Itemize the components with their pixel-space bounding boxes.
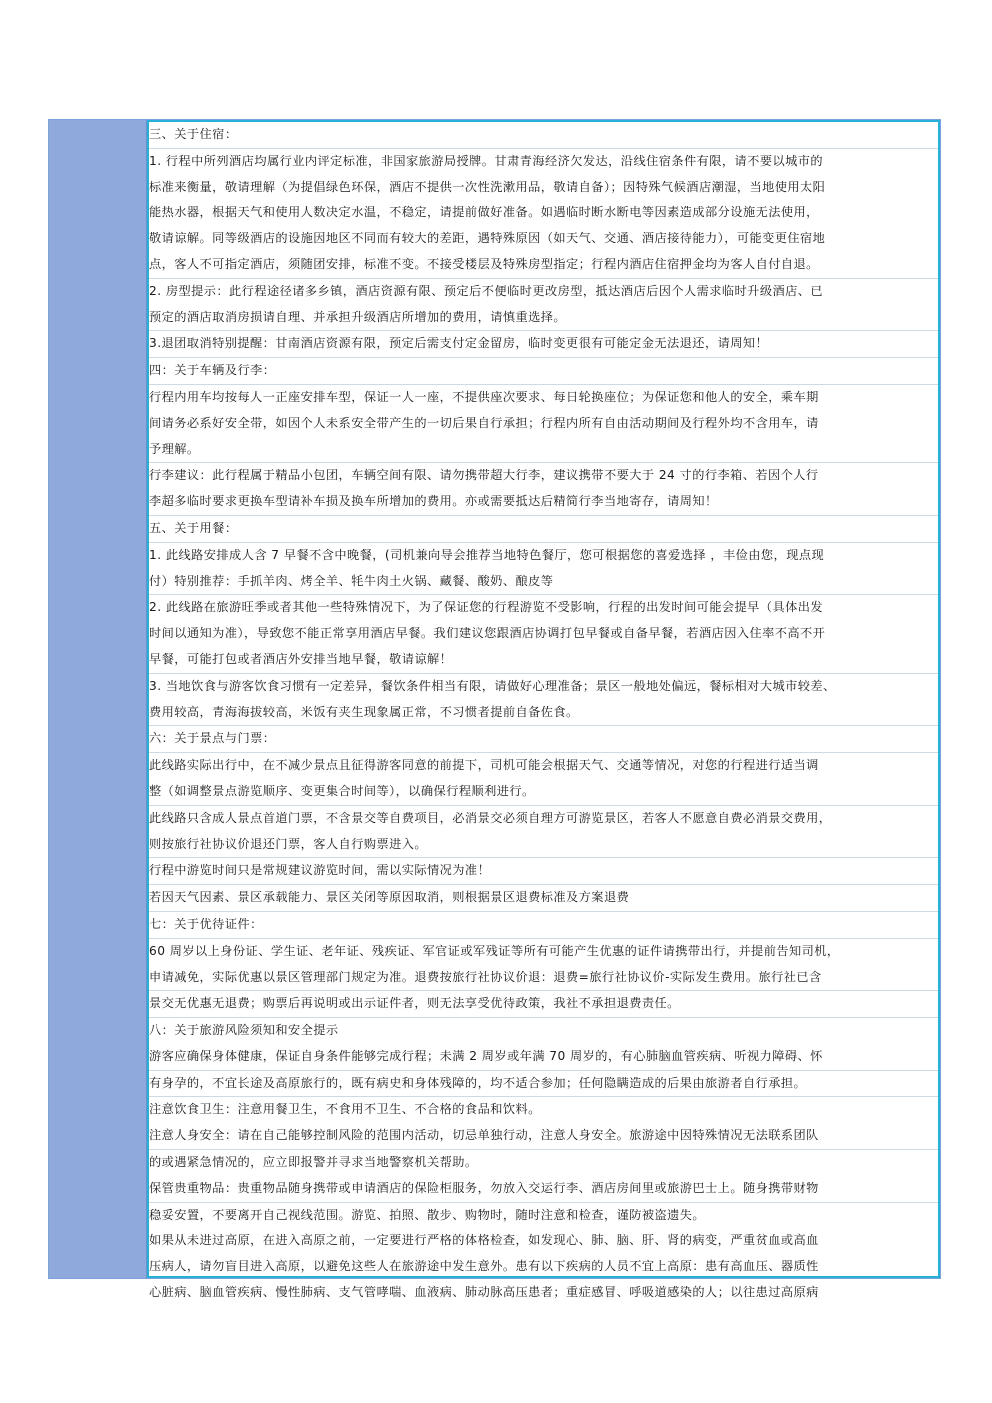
text-line: 2. 此线路在旅游旺季或者其他一些特殊情况下，为了保证您的行程游览不受影响，行程的出发时间可能会提早（具体出发 <box>149 594 938 621</box>
text-line: 1. 行程中所列酒店均属行业内评定标准，非国家旅游局授牌。甘肃青海经济欠发达，沿线住宿条件有限，请不要以城市的 <box>149 148 938 175</box>
text-line: 早餐，可能打包或者酒店外安排当地早餐，敬请谅解！ <box>149 651 453 666</box>
text-line: 能热水器，根据天气和使用人数决定水温，不稳定，请提前做好准备。如遇临时断水断电等因素造成部分设施无法使用， <box>149 205 819 220</box>
text-line: 3. 当地饮食与游客饮食习惯有一定差异，餐饮条件相当有限，请做好心理准备；景区一般地处偏远，餐标相对大城市较差、 <box>149 673 938 700</box>
text-line: 此线路实际出行中，在不减少景点且征得游客同意的前提下，司机可能会根据天气、交通等情况，对您的行程进行适当调 <box>149 752 938 779</box>
text-line: 稳妥安置，不要离开自己视线范围。游览、拍照、散步、购物时，随时注意和检查，谨防被盗遗失。 <box>149 1202 938 1229</box>
text-line: 予理解。 <box>149 441 200 456</box>
content-cell <box>147 120 940 1300</box>
text-line: 1. 此线路安排成人含 7 早餐不含中晚餐，(司机兼向导会推荐当地特色餐厅，您可根据您的喜爱选择 ，丰俭由您，现点现 <box>149 542 938 569</box>
text-line: 2. 房型提示：此行程途径诸多乡镇，酒店资源有限、预定后不便临时更改房型，抵达酒店后因个人需求临时升级酒店、已 <box>149 278 938 305</box>
text-line: 游客应确保身体健康，保证自身条件能够完成行程；未满 2 周岁或年满 70 周岁的，有心肺脑血管疾病、听视力障碍、怀 <box>149 1048 823 1063</box>
text-line: 注意人身安全：请在自己能够控制风险的范围内活动，切忌单独行动，注意人身安全。旅游途中因特殊情况无法联系团队 <box>149 1128 819 1143</box>
text-line: 景交无优惠无退费；购票后再说明或出示证件者，则无法享受优待政策，我社不承担退费责任。 <box>149 990 938 1017</box>
text-line: 三、关于住宿： <box>149 127 238 141</box>
text-line: 费用较高，青海海拔较高，米饭有夹生现象属正常，不习惯者提前自备佐食。 <box>149 704 579 719</box>
text-line: 行程内用车均按每人一正座安排车型，保证一人一座，不提供座次要求、每日轮换座位；为保证您和他人的安全，乘车期 <box>149 384 938 411</box>
text-line: 间请务必系好安全带，如因个人未系安全带产生的一切后果自行承担；行程内所有自由活动期间及行程外均不含用车，请 <box>149 415 819 430</box>
text-line: 五、关于用餐： <box>149 515 938 542</box>
text-line: 预定的酒店取消房损请自理、并承担升级酒店所增加的费用，请慎重选择。 <box>149 309 567 324</box>
text-line: 行李建议：此行程属于精品小包团，车辆空间有限、请勿携带超大行李，建议携带不要大于 24 寸的行李箱、若因个人行 <box>149 462 938 489</box>
text-line: 标准来衡量，敬请理解（为提倡绿色环保，酒店不提供一次性洗漱用品，敬请自备）；因特殊气候酒店潮湿，当地使用太阳 <box>149 179 826 194</box>
label-column <box>49 120 147 1278</box>
text-line: 心脏病、脑血管疾病、慢性肺病、支气管哮喘、血液病、肺动脉高压患者；重症感冒、呼吸道感染的人；以往患过高原病 <box>149 1285 819 1300</box>
text-line: 注意饮食卫生：注意用餐卫生，不食用不卫生、不合格的食品和饮料。 <box>149 1096 938 1123</box>
text-line: 八：关于旅游风险须知和安全提示 <box>149 1017 938 1044</box>
text-line: 申请减免，实际优惠以景区管理部门规定为准。退费按旅行社协议价退：退费=旅行社协议价-实际发生费用。旅行社已含 <box>149 969 822 984</box>
text-line: 七：关于优待证件： <box>149 911 938 938</box>
text-line: 时间以通知为准），导致您不能正常享用酒店早餐。我们建议您跟酒店协调打包早餐或自备早餐，若酒店因入住率不高不开 <box>149 626 826 641</box>
text-line: 敬请谅解。同等级酒店的设施因地区不同而有较大的差距，遇特殊原因（如天气、交通、酒店接待能力），可能变更住宿地 <box>149 231 826 246</box>
text-line: 的或遇紧急情况的，应立即报警并寻求当地警察机关帮助。 <box>149 1149 938 1176</box>
text-line: 整（如调整景点游览顺序、变更集合时间等），以确保行程顺利进行。 <box>149 783 535 798</box>
text-line: 3.退团取消特别提醒：甘南酒店资源有限，预定后需支付定金留房，临时变更很有可能定金无法退还，请周知！ <box>149 330 938 357</box>
text-line: 如果从未进过高原，在进入高原之前，一定要进行严格的体格检查，如发现心、肺、脑、肝、肾的病变，严重贫血或高血 <box>149 1233 819 1248</box>
text-line: 若因天气因素、景区承载能力、景区关闭等原因取消，则根据景区退费标准及方案退费 <box>149 884 938 911</box>
document-table <box>48 119 941 1300</box>
text-line: 付）特别推荐：手抓羊肉、烤全羊、牦牛肉土火锅、藏餐、酸奶、酿皮等 <box>149 573 554 588</box>
text-line: 有身孕的，不宜长途及高原旅行的，既有病史和身体残障的，均不适合参加；任何隐瞒造成的后果由旅游者自行承担。 <box>149 1070 938 1097</box>
text-line: 行程中游览时间只是常规建议游览时间，需以实际情况为准！ <box>149 857 938 884</box>
text-line: 则按旅行社协议价退还门票，客人自行购票进入。 <box>149 836 428 851</box>
text-line: 李超多临时要求更换车型请补车损及换车所增加的费用。亦或需要抵达后精简行李当地寄存，请周知！ <box>149 494 718 509</box>
text-line: 点，客人不可指定酒店，须随团安排，标准不变。不接受楼层及特殊房型指定；行程内酒店住宿押金均为客人自付自退。 <box>149 256 819 271</box>
text-line: 保管贵重物品：贵重物品随身携带或申请酒店的保险柜服务，勿放入交运行李、酒店房间里或旅游巴士上。随身携带财物 <box>149 1180 819 1195</box>
text-line: 压病人，请勿盲目进入高原，以避免这些人在旅游途中发生意外。患有以下疾病的人员不宜上高原：患有高血压、器质性 <box>149 1259 819 1274</box>
text-line: 四：关于车辆及行李： <box>149 357 938 384</box>
text-line: 六：关于景点与门票： <box>149 725 938 752</box>
text-line: 60 周岁以上身份证、学生证、老年证、残疾证、军官证或军残证等所有可能产生优惠的证件请携带出行，并提前告知司机， <box>149 938 938 965</box>
text-line: 此线路只含成人景点首道门票，不含景交等自费项目，必消景交必须自理方可游览景区，若客人不愿意自费必消景交费用， <box>149 805 938 832</box>
